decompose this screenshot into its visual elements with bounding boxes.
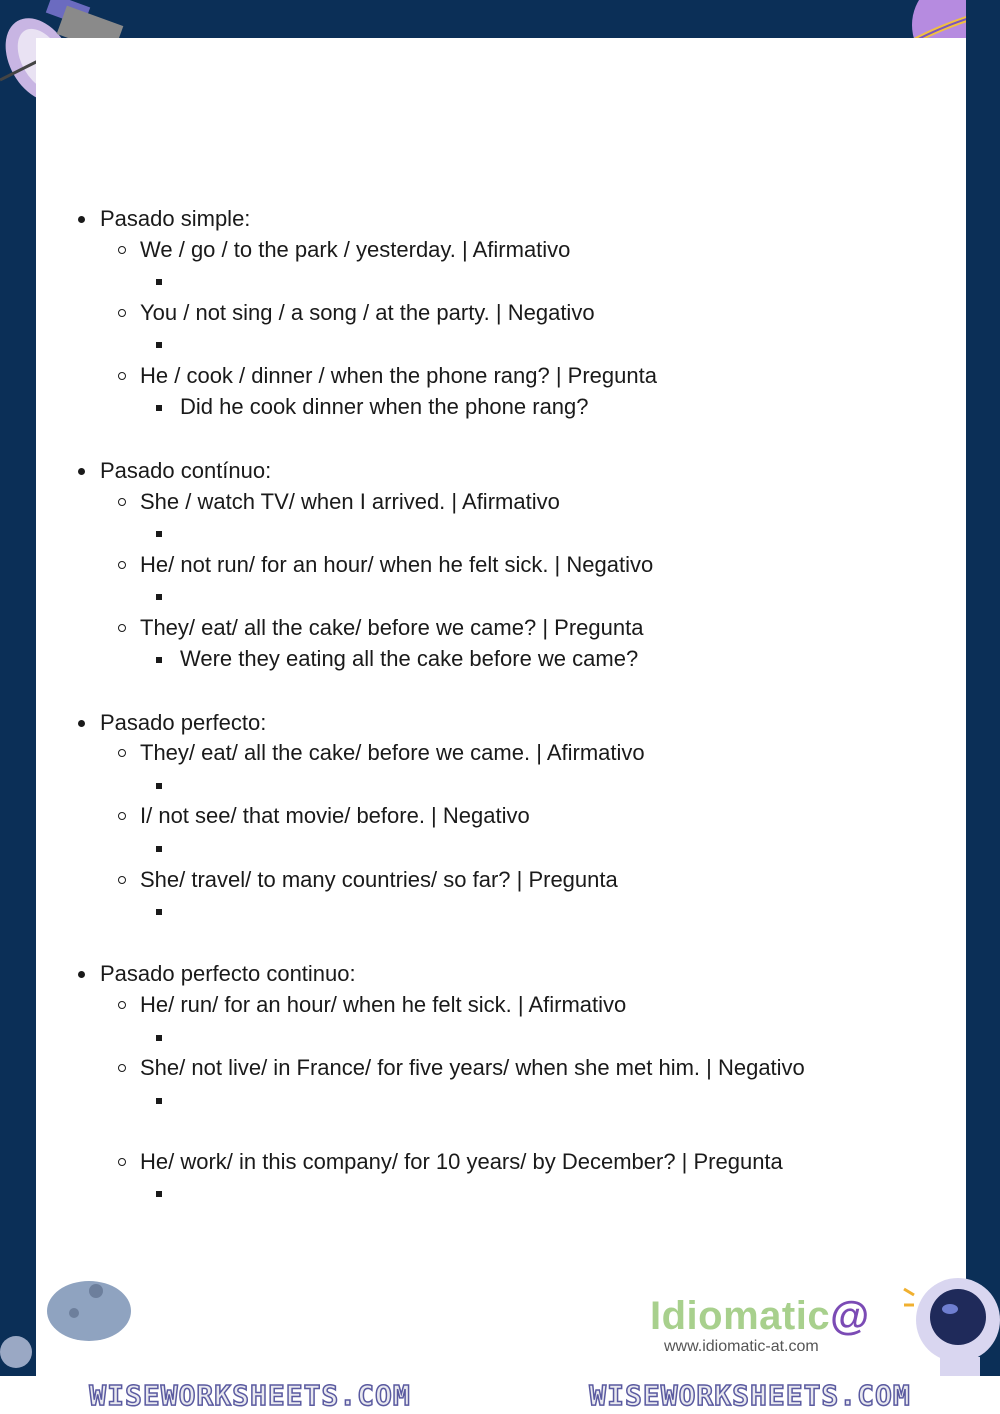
answer-bullet [156, 1035, 162, 1041]
exercise-item: She/ travel/ to many countries/ so far? | Pregunta [140, 867, 618, 892]
watermark-text: WISEWORKSHEETS.COM [589, 1378, 911, 1412]
answer-bullet [156, 783, 162, 789]
exercise-item: We / go / to the park / yesterday. | Afirmativo [140, 237, 571, 262]
exercise-item: He / cook / dinner / when the phone rang? | Pregunta [140, 363, 657, 388]
worksheet-page [36, 38, 966, 1376]
section-heading: Pasado contínuo: [100, 458, 272, 483]
brand-name: Idiomatic [650, 1294, 831, 1338]
exercise-item: He/ run/ for an hour/ when he felt sick. | Afirmativo [140, 992, 627, 1017]
exercise-item: She/ not live/ in France/ for five years/ when she met him. | Negativo [140, 1055, 805, 1080]
section-heading: Pasado perfecto continuo: [100, 961, 356, 986]
exercise-item: I/ not see/ that movie/ before. | Negativo [140, 803, 530, 828]
exercise-item: They/ eat/ all the cake/ before we came. | Afirmativo [140, 740, 645, 765]
answer-bullet [156, 657, 162, 663]
section-heading: Pasado perfecto: [100, 710, 267, 735]
answer-bullet [156, 1191, 162, 1197]
exercise-item: They/ eat/ all the cake/ before we came? | Pregunta [140, 615, 644, 640]
answer-bullet [156, 279, 162, 285]
brand-at-symbol: @ [830, 1294, 870, 1338]
idiomatic-logo [650, 1294, 870, 1339]
page-frame-right [966, 0, 1000, 1414]
answer-text: Did he cook dinner when the phone rang? [180, 394, 589, 419]
exercise-item: She / watch TV/ when I arrived. | Afirmativo [140, 489, 560, 514]
answer-bullet [156, 1098, 162, 1104]
answer-bullet [156, 594, 162, 600]
watermark-footer [0, 1376, 1000, 1414]
answer-bullet [156, 531, 162, 537]
answer-bullet [156, 846, 162, 852]
answer-bullet [156, 405, 162, 411]
moon-rock-icon [0, 1330, 36, 1370]
brand-url: www.idiomatic-at.com [664, 1338, 819, 1355]
exercise-item: He/ work/ in this company/ for 10 years/ by December? | Pregunta [140, 1149, 783, 1174]
watermark-text: WISEWORKSHEETS.COM [89, 1378, 411, 1412]
answer-bullet [156, 909, 162, 915]
answer-bullet [156, 342, 162, 348]
answer-text: Were they eating all the cake before we came? [180, 646, 639, 671]
exercise-item: He/ not run/ for an hour/ when he felt sick. | Negativo [140, 552, 654, 577]
section-heading: Pasado simple: [100, 206, 251, 231]
astronaut-icon [900, 1275, 1000, 1376]
asteroid-icon [44, 1273, 134, 1343]
exercise-item: You / not sing / a song / at the party. | Negativo [140, 300, 595, 325]
